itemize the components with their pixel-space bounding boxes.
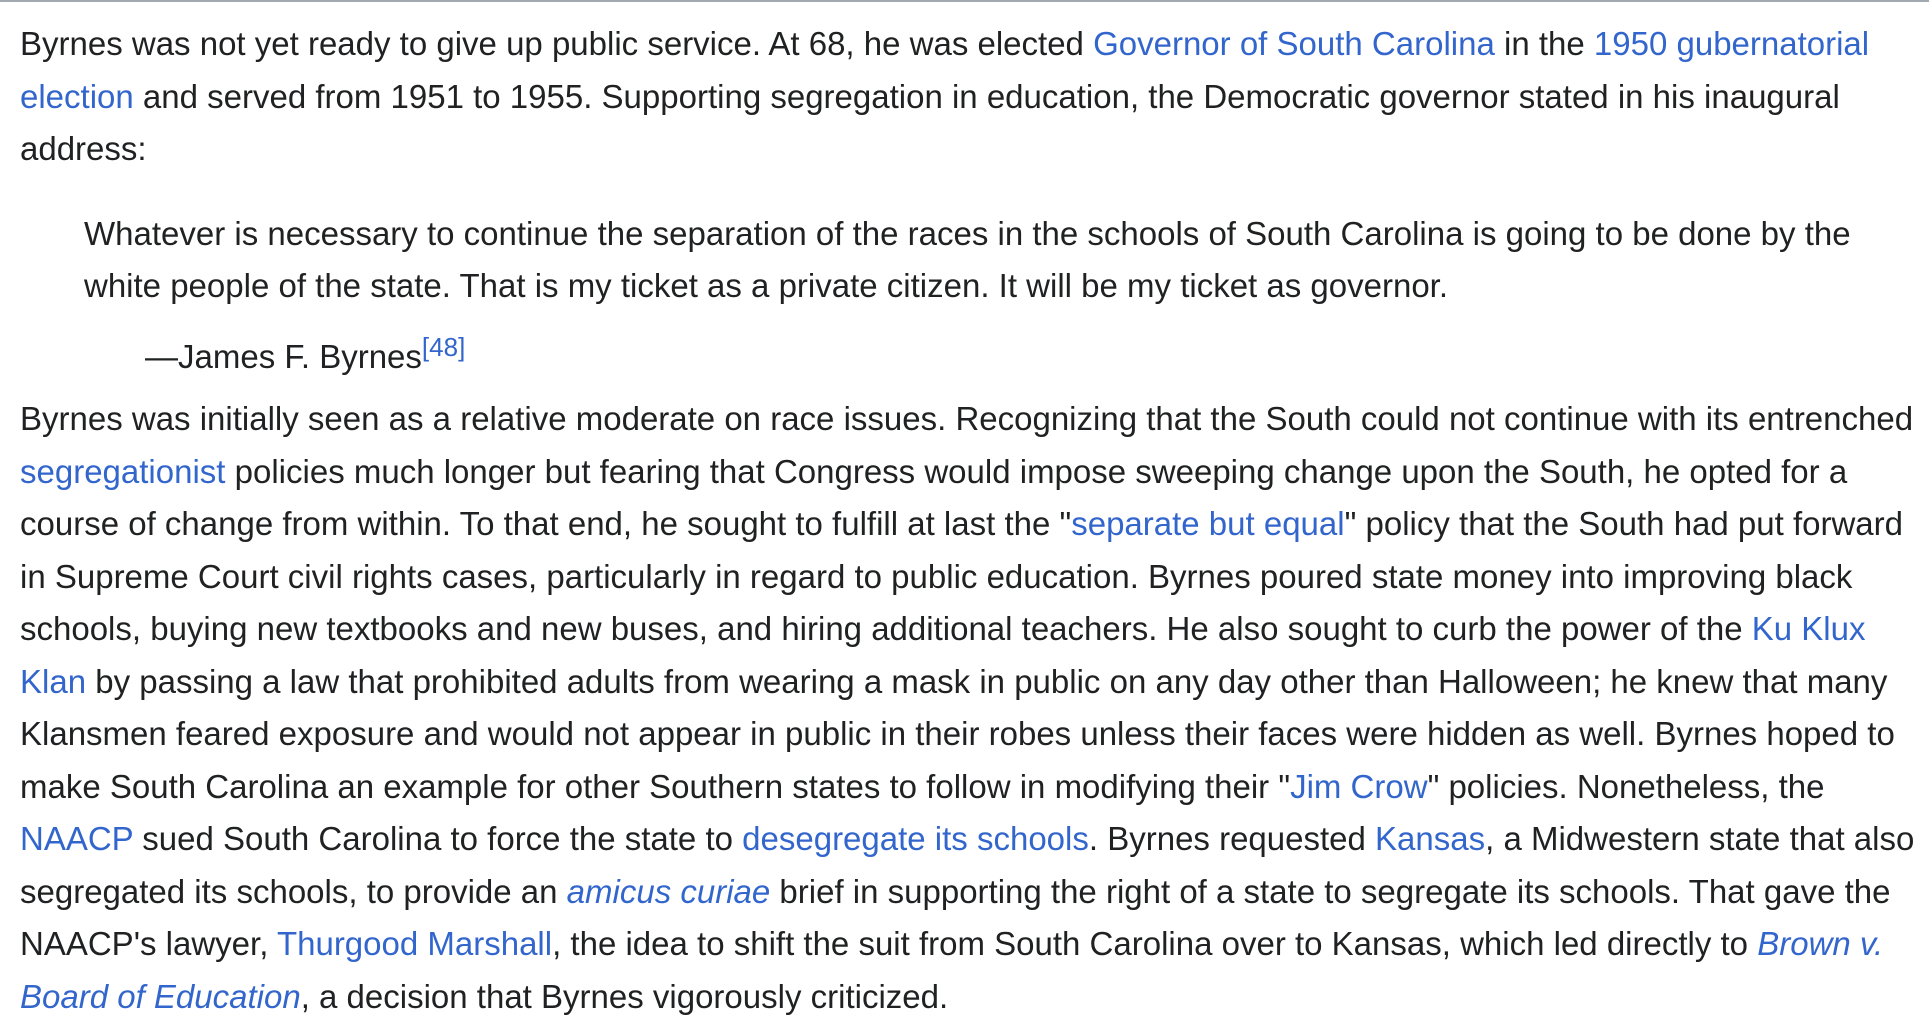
article-body bbox=[20, 18, 1925, 1023]
section-divider bbox=[0, 0, 1929, 2]
quote-attribution bbox=[145, 331, 1925, 384]
link-jim-crow[interactable]: Jim Crow bbox=[1290, 767, 1428, 805]
link-thurgood-marshall[interactable]: Thurgood Marshall bbox=[276, 925, 553, 962]
link-separate-but-equal[interactable]: separate but equal bbox=[1071, 505, 1345, 542]
link-brown-v-board-of-education[interactable]: Brown v. Board of Education bbox=[20, 925, 1884, 1015]
link-ku-klux-klan[interactable]: Ku Klux Klan bbox=[20, 610, 1866, 700]
link-amicus-curiae[interactable]: amicus curiae bbox=[566, 872, 771, 910]
link-segregationist[interactable]: segregationist bbox=[20, 452, 226, 490]
reference-48-link[interactable]: [48] bbox=[421, 331, 466, 362]
paragraph-race-policy: Byrnes was initially seen as a relative moderate on race issues. Recognizing that the South could not continue with its entrenched segregationist policies much longer but fearing that Congress would impose sweeping change upon the South, he opted for a course of change from within. To that end, he sought to fulfill at last the "separate but equal" policy that the South had put forward in Supreme Court civil rights cases, particularly in regard to public education. Byrnes poured state money into improving black schools, buying new textbooks and new buses, and hiring additional teachers. He also sought to curb the power of the Ku Klux Klan by passing a law that prohibited adults from wearing a mask in public on any day other than Halloween; he knew that many Klansmen feared exposure and would not appear in public in their robes unless their faces were hidden as well. Byrnes hoped to make South Carolina an example for other Southern states to follow in modifying their "Jim Crow" policies. Nonetheless, the NAACP sued South Carolina to force the state to desegregate its schools. Byrnes requested Kansas, a Midwestern state that also segregated its schools, to provide an amicus curiae brief in supporting the right of a state to segregate its schools. That gave the NAACP's lawyer, Thurgood Marshall, the idea to shift the suit from South Carolina over to Kansas, which led directly to Brown v. Board of Education, a decision that Byrnes vigorously criticized. bbox=[20, 400, 1915, 1015]
link-1950-gubernatorial-election[interactable]: 1950 gubernatorial election bbox=[20, 25, 1870, 115]
link-naacp[interactable]: NAACP bbox=[20, 820, 134, 857]
quote-text: Whatever is necessary to continue the separation of the races in the schools of South Carolina is going to be done by the white people of the state. That is my ticket as a private citizen. It will be my ticket as governor. bbox=[84, 214, 1851, 304]
attribution-author: —James F. Byrnes bbox=[145, 337, 422, 375]
link-desegregate-its-schools[interactable]: desegregate its schools bbox=[742, 820, 1089, 857]
paragraph-governorship: Byrnes was not yet ready to give up public service. At 68, he was elected Governor of South Carolina in the 1950 gubernatorial election and served from 1951 to 1955. Supporting segregation in education, the Democratic governor stated in his inaugural address: bbox=[20, 25, 1870, 167]
inaugural-quote bbox=[84, 208, 1864, 313]
link-kansas[interactable]: Kansas bbox=[1375, 820, 1486, 857]
link-governor-of-south-carolina[interactable]: Governor of South Carolina bbox=[1093, 25, 1495, 62]
